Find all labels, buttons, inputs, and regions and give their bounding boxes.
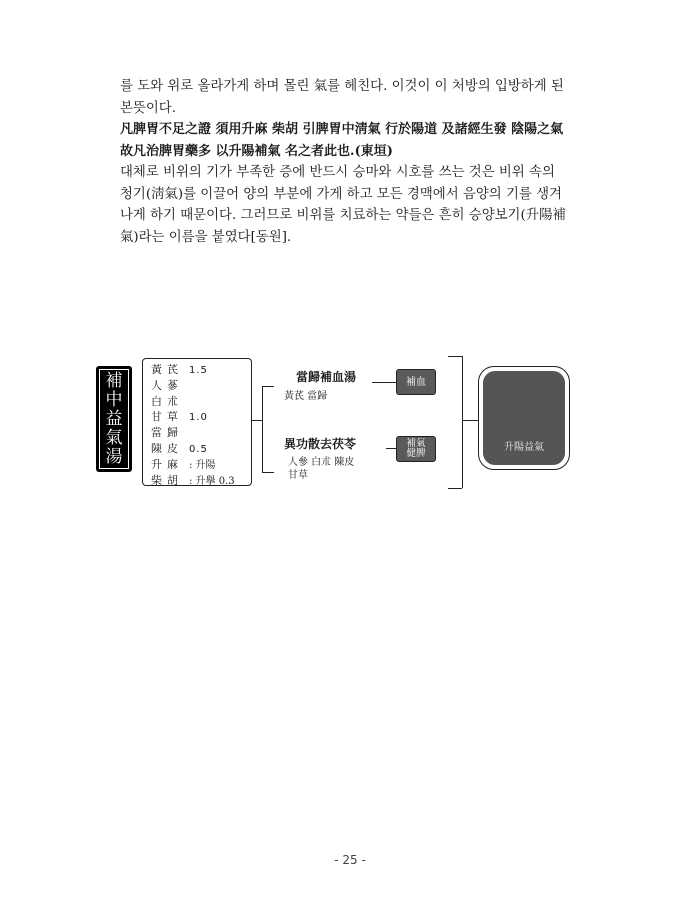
ingredient-row: 人蔘 [151, 378, 183, 392]
text-line: 나게 하기 때문이다. 그러므로 비위를 치료하는 약들은 흔히 승양보기(升陽補 [120, 208, 566, 223]
ingredient-row: 甘草 1.0 [151, 410, 208, 424]
title-char: 中 [105, 389, 123, 410]
connector-line [372, 382, 396, 383]
text-line: 대체로 비위의 기가 부족한 증에 반드시 승마와 시호를 쓰는 것은 비위 속의 [120, 165, 555, 180]
bracket-line [448, 488, 462, 489]
body-text [120, 76, 620, 248]
connector-line [262, 472, 274, 473]
bracket-line [462, 356, 463, 488]
text-line: 본뜻이다. [120, 100, 176, 116]
title-char: 補 [105, 370, 123, 391]
connector-line [262, 386, 263, 472]
title-char: 氣 [105, 427, 123, 448]
sub-formula-title: 異功散去茯苓 [284, 437, 357, 451]
ingredient-row: 當歸 [151, 426, 183, 440]
connector-line [262, 386, 274, 387]
effect-box: 補氣 健脾 [396, 436, 436, 462]
text-line: 청기(淸氣)를 이끌어 양의 부분에 가게 하고 모든 경맥에서 음양의 기를 생겨 [120, 186, 562, 202]
ingredient-row: 黃芪 1.5 [151, 363, 208, 376]
ingredient-row: 白朮 [151, 394, 183, 408]
title-char: 湯 [105, 446, 123, 467]
text-line: 氣)라는 이름을 붙였다[동원]. [120, 229, 292, 245]
ingredient-row: 陳皮 0.5 [151, 441, 208, 455]
formula-title-box [96, 366, 132, 472]
sub-formula-ingredients: 黃芪 當歸 [284, 391, 328, 402]
bracket-line [448, 356, 462, 357]
sub-formula-title: 當歸補血湯 [296, 370, 357, 384]
classical-quote-line: 凡脾胃不足之證 須用升麻 柴胡 引脾胃中淸氣 行於陽道 及諸經生發 陰陽之氣 [120, 122, 564, 137]
connector-line [386, 448, 396, 449]
result-label: 升陽益氣 [483, 371, 565, 465]
page-number: - 25 - [334, 853, 366, 867]
classical-quote-line: 故凡治脾胃藥多 以升陽補氣 名之者此也.(東垣) [120, 143, 393, 159]
text-line: 를 도와 위로 올라가게 하며 몰린 氣를 헤친다. 이것이 이 처방의 입방하게 된 [120, 79, 564, 94]
ingredient-list [142, 358, 252, 486]
sub-formula-ingredients: 甘草 [288, 470, 308, 481]
ingredient-row: 升麻 : 升陽 [151, 457, 216, 471]
sub-formula-ingredients: 人參 白朮 陳皮 [288, 457, 355, 468]
connector-line [462, 420, 478, 421]
connector-line [252, 420, 262, 421]
result-box [478, 366, 570, 470]
effect-box: 補血 [396, 369, 436, 395]
formula-diagram [96, 350, 606, 500]
ingredient-row: 柴胡 : 升擧 0.3 [151, 473, 235, 487]
title-char: 益 [105, 408, 123, 429]
